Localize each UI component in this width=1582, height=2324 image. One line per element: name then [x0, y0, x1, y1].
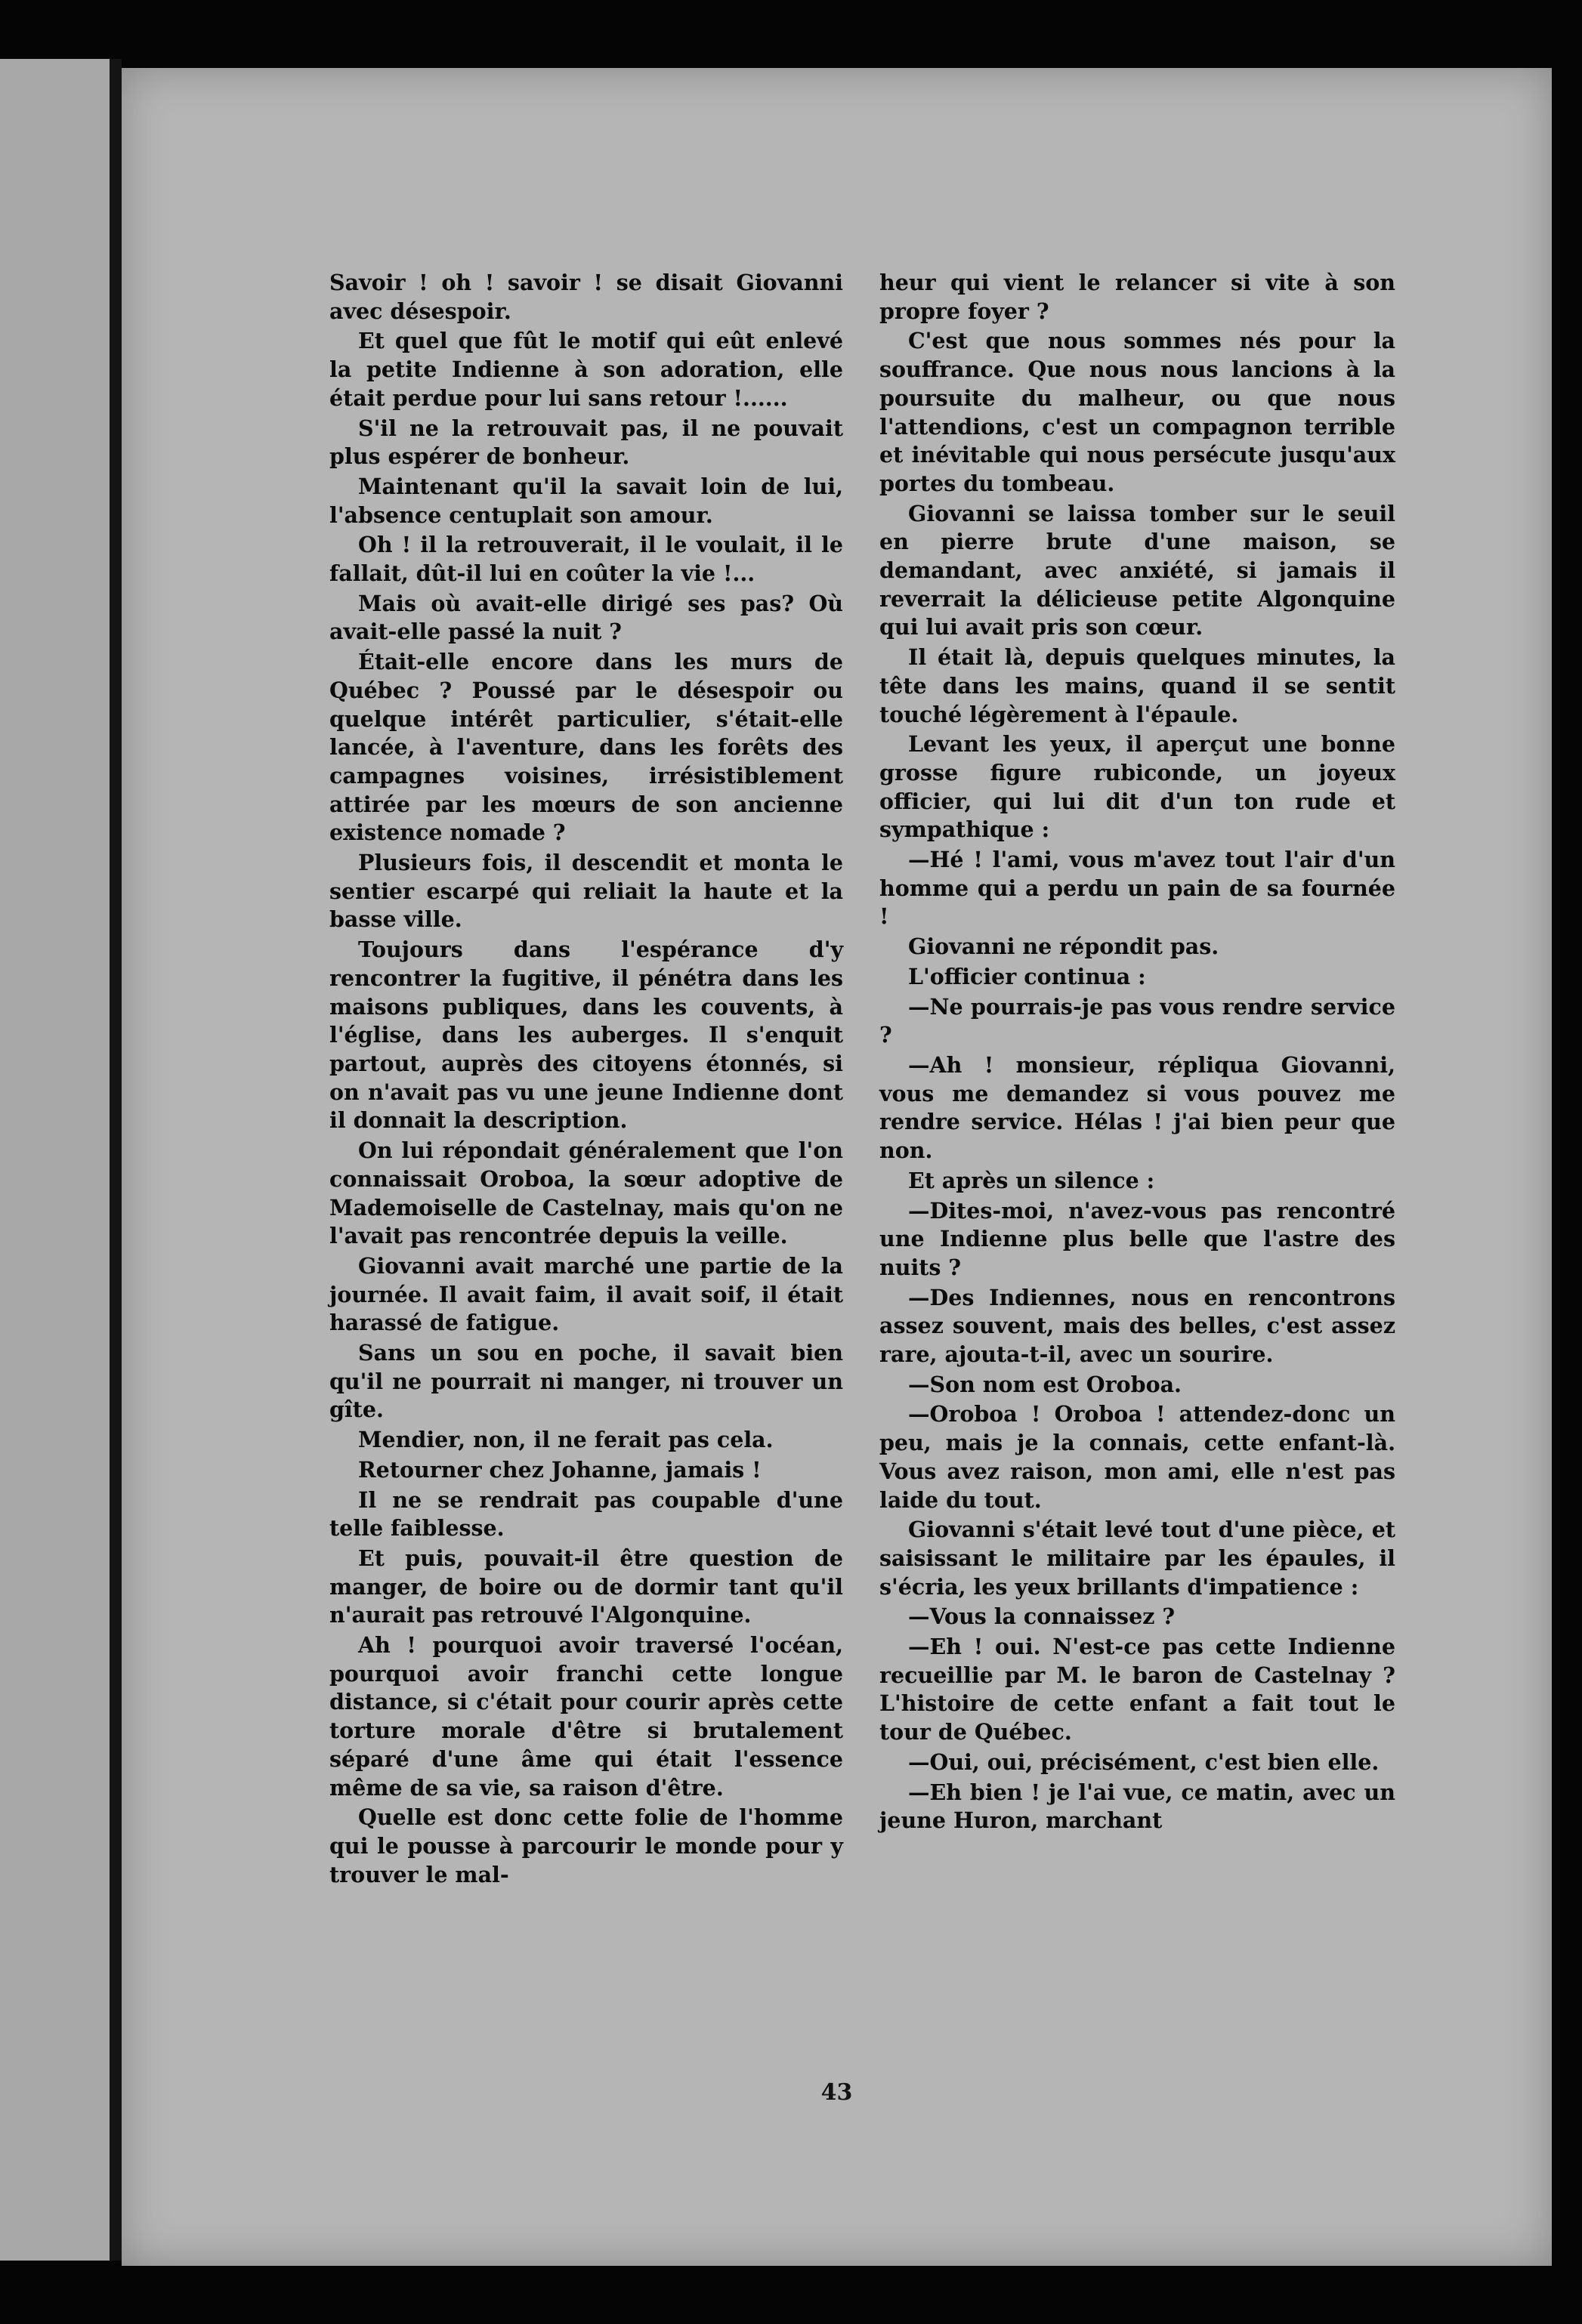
paragraph: Et quel que fût le motif qui eût enlevé la petite Indienne à son adoration, elle était perdue pour lui sans retour !...... [329, 328, 843, 411]
paragraph: —Des Indiennes, nous en rencontrons assez souvent, mais des belles, c'est assez rare, ajouta-t-il, avec un sourire. [879, 1284, 1395, 1368]
paragraph: On lui répondait généralement que l'on connaissait Oroboa, la sœur adoptive de Mademoiselle de Castelnay, mais qu'on ne l'avait pas rencontrée depuis la veille. [329, 1137, 843, 1249]
paragraph: Ah ! pourquoi avoir traversé l'océan, pourquoi avoir franchi cette longue distance, si c'était pour courir après cette torture morale d'être si brutalement séparé d'une âme qui était l'essence même de sa vie, sa raison d'être. [329, 1632, 843, 1801]
paragraph: Giovanni s'était levé tout d'une pièce, et saisissant le militaire par les épaules, il s'écria, les yeux brillants d'impatience : [879, 1517, 1395, 1600]
paragraph: —Son nom est Oroboa. [908, 1371, 1182, 1397]
page-number: 43 [820, 2079, 853, 2106]
paragraph: —Eh bien ! je l'ai vue, ce matin, avec un jeune Huron, marchant [879, 1779, 1395, 1834]
paragraph: Giovanni avait marché une partie de la journée. Il avait faim, il avait soif, il était harassé de fatigue. [329, 1252, 843, 1336]
paragraph: heur qui vient le relancer si vite à son propre foyer ? [879, 270, 1395, 324]
paragraph: Plusieurs fois, il descendit et monta le sentier escarpé qui reliait la haute et la basse ville. [329, 850, 843, 933]
book-page [122, 68, 1552, 2266]
right-column [879, 269, 1395, 1835]
paragraph: Maintenant qu'il la savait loin de lui, l'absence centuplait son amour. [329, 473, 843, 528]
paragraph: —Eh ! oui. N'est-ce pas cette Indienne recueillie par M. le baron de Castelnay ? L'histoire de cette enfant a fait tout le tour de Québec. [879, 1634, 1395, 1745]
paragraph: Et puis, pouvait-il être question de manger, de boire ou de dormir tant qu'il n'aurait pas retrouvé l'Algonquine. [329, 1545, 843, 1628]
paragraph: L'officier continua : [908, 963, 1146, 989]
paragraph: Levant les yeux, il aperçut une bonne grosse figure rubiconde, un joyeux officier, qui lui dit d'un ton rude et sympathique : [879, 731, 1395, 843]
paragraph: Était-elle encore dans les murs de Québec ? Poussé par le désespoir ou quelque intérêt particulier, s'était-elle lancée, à l'aventure, dans les forêts des campagnes voisines, irrésistiblement attirée par les mœurs de son ancienne existence nomade ? [329, 649, 843, 846]
paragraph: Giovanni ne répondit pas. [908, 934, 1219, 960]
left-column [329, 269, 843, 1889]
paragraph: Mais où avait-elle dirigé ses pas? Où avait-elle passé la nuit ? [329, 590, 843, 645]
paragraph: Mendier, non, il ne ferait pas cela. [358, 1427, 774, 1453]
paragraph: Et après un silence : [908, 1167, 1155, 1193]
paragraph: Il ne se rendrait pas coupable d'une telle faiblesse. [329, 1486, 843, 1542]
paragraph: Retourner chez Johanne, jamais ! [358, 1456, 762, 1483]
paragraph: S'il ne la retrouvait pas, il ne pouvait plus espérer de bonheur. [329, 415, 843, 470]
paragraph: Sans un sou en poche, il savait bien qu'il ne pourrait ni manger, ni trouver un gîte. [329, 1340, 843, 1423]
paragraph: —Dites-moi, n'avez-vous pas rencontré une Indienne plus belle que l'astre des nuits ? [879, 1197, 1395, 1280]
paragraph: —Ne pourrais-je pas vous rendre service ? [879, 993, 1395, 1048]
paragraph: —Oroboa ! Oroboa ! attendez-donc un peu, mais je la connais, cette enfant-là. Vous avez raison, mon ami, elle n'est pas laide du tout. [879, 1401, 1395, 1513]
page-gutter [110, 59, 122, 2261]
paragraph: Savoir ! oh ! savoir ! se disait Giovanni avec désespoir. [329, 270, 843, 324]
paragraph: Toujours dans l'espérance d'y rencontrer la fugitive, il pénétra dans les maisons publiques, dans les couvents, à l'église, dans les auberges. Il s'enquit partout, auprès des citoyens étonnés, si on n'avait pas vu une jeune Indienne dont il donnait la description. [329, 937, 843, 1134]
paragraph: —Ah ! monsieur, répliqua Giovanni, vous me demandez si vous pouvez me rendre service. Hélas ! j'ai bien peur que non. [879, 1051, 1395, 1164]
paragraph: Oh ! il la retrouverait, il le voulait, il le fallait, dût-il lui en coûter la vie !... [329, 532, 843, 587]
paragraph: —Hé ! l'ami, vous m'avez tout l'air d'un homme qui a perdu un pain de sa fournée ! [879, 847, 1395, 930]
paragraph: Quelle est donc cette folie de l'homme qui le pousse à parcourir le monde pour y trouver le mal- [329, 1804, 843, 1887]
paragraph: —Vous la connaissez ? [908, 1603, 1176, 1630]
paragraph: —Oui, oui, précisément, c'est bien elle. [908, 1748, 1380, 1775]
paragraph: C'est que nous sommes nés pour la souffrance. Que nous nous lancions à la poursuite du malheur, ou que nous l'attendions, c'est un compagnon terrible et inévitable qui nous persécute jusqu'aux portes du tombeau. [879, 328, 1395, 496]
paragraph: Giovanni se laissa tomber sur le seuil en pierre brute d'une maison, se demandant, avec anxiété, si jamais il reverrait la délicieuse petite Algonquine qui lui avait pris son cœur. [879, 500, 1395, 640]
left-page-edge [0, 59, 110, 2261]
paragraph: Il était là, depuis quelques minutes, la tête dans les mains, quand il se sentit touché légèrement à l'épaule. [879, 644, 1395, 727]
